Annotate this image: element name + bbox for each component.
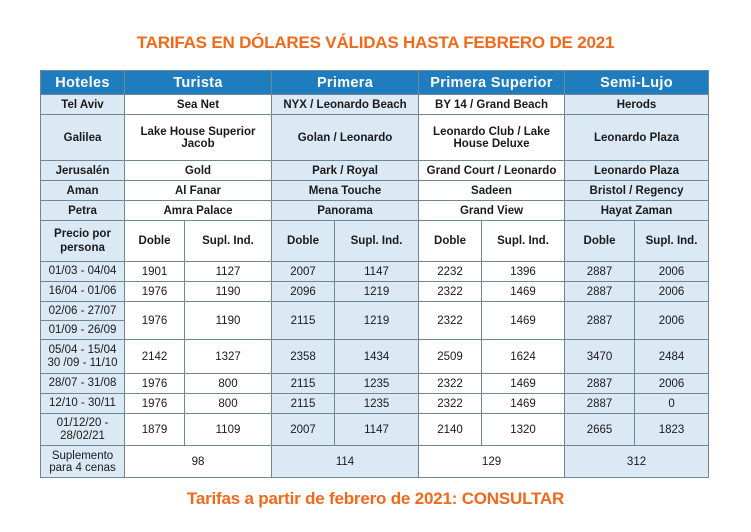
date-range-line: 01/12/20 - [56, 416, 109, 429]
price-cell: 2006 [635, 302, 709, 340]
supplement-value: 312 [565, 446, 709, 478]
date-range [41, 414, 125, 446]
hotel-cell: Bristol / Regency [565, 181, 709, 201]
supplement-value: 129 [419, 446, 565, 478]
footer-note: Tarifas a partir de febrero de 2021: CONSULTAR [186, 489, 565, 508]
price-cell: 800 [185, 394, 272, 414]
price-cell: 2007 [272, 414, 335, 446]
hotel-cell: Leonardo Club / Lake House Deluxe [419, 115, 565, 161]
price-cell: 2115 [272, 394, 335, 414]
header-turista: Turista [125, 71, 272, 95]
supplement-value: 98 [125, 446, 272, 478]
price-cell: 1327 [185, 340, 272, 374]
hotel-row-tel-aviv [41, 95, 709, 115]
hotel-cell: Park / Royal [272, 161, 419, 181]
price-cell: 2006 [635, 374, 709, 394]
price-cell: 1396 [482, 262, 565, 282]
supl-header: Supl. Ind. [185, 221, 272, 262]
price-cell: 1976 [125, 302, 185, 340]
header-primera: Primera [272, 71, 419, 95]
price-cell: 2006 [635, 282, 709, 302]
price-cell: 1469 [482, 394, 565, 414]
city-label: Tel Aviv [41, 95, 125, 115]
hotel-cell: Leonardo Plaza [565, 161, 709, 181]
date-range: 01/09 - 26/09 [41, 321, 125, 340]
header-row [41, 71, 709, 95]
price-cell: 2322 [419, 394, 482, 414]
price-row [41, 340, 709, 374]
price-cell: 2665 [565, 414, 635, 446]
price-cell: 1901 [125, 262, 185, 282]
price-row [41, 262, 709, 282]
price-cell: 1147 [335, 262, 419, 282]
price-cell: 1147 [335, 414, 419, 446]
price-cell: 1235 [335, 394, 419, 414]
price-cell: 2887 [565, 282, 635, 302]
price-header-row [41, 221, 709, 262]
doble-header: Doble [125, 221, 185, 262]
city-label: Aman [41, 181, 125, 201]
price-cell: 2322 [419, 302, 482, 340]
city-label: Galilea [41, 115, 125, 161]
price-cell: 1624 [482, 340, 565, 374]
hotel-cell: Al Fanar [125, 181, 272, 201]
supl-header: Supl. Ind. [635, 221, 709, 262]
hotel-cell: Grand View [419, 201, 565, 221]
doble-header: Doble [272, 221, 335, 262]
supplement-value: 114 [272, 446, 419, 478]
hotel-cell: BY 14 / Grand Beach [419, 95, 565, 115]
price-cell: 1976 [125, 282, 185, 302]
hotel-cell: Herods [565, 95, 709, 115]
price-cell: 2006 [635, 262, 709, 282]
hotel-cell: Sea Net [125, 95, 272, 115]
date-range: 12/10 - 30/11 [41, 394, 125, 414]
price-cell: 2115 [272, 374, 335, 394]
date-range-line: 28/02/21 [60, 429, 105, 442]
price-cell: 1320 [482, 414, 565, 446]
price-cell: 2322 [419, 374, 482, 394]
price-cell: 2509 [419, 340, 482, 374]
doble-header: Doble [565, 221, 635, 262]
price-cell: 2358 [272, 340, 335, 374]
hotel-cell: Sadeen [419, 181, 565, 201]
header-hoteles: Hoteles [41, 71, 125, 95]
page-title: TARIFAS EN DÓLARES VÁLIDAS HASTA FEBRERO DE 2021 [136, 33, 615, 52]
price-cell: 1823 [635, 414, 709, 446]
hotel-cell: Hayat Zaman [565, 201, 709, 221]
hotel-cell: NYX / Leonardo Beach [272, 95, 419, 115]
hotel-row-aman [41, 181, 709, 201]
price-cell: 2887 [565, 374, 635, 394]
price-cell: 1219 [335, 302, 419, 340]
price-row [41, 282, 709, 302]
supplement-label [41, 446, 125, 478]
price-cell: 1469 [482, 282, 565, 302]
hotel-row-galilea [41, 115, 709, 161]
price-cell: 2140 [419, 414, 482, 446]
header-semi-lujo: Semi-Lujo [565, 71, 709, 95]
price-cell: 1469 [482, 302, 565, 340]
hotel-cell: Gold [125, 161, 272, 181]
city-label: Petra [41, 201, 125, 221]
price-cell: 1190 [185, 282, 272, 302]
price-cell: 2142 [125, 340, 185, 374]
price-cell: 1109 [185, 414, 272, 446]
price-row [41, 414, 709, 446]
doble-header: Doble [419, 221, 482, 262]
price-cell: 0 [635, 394, 709, 414]
date-range-line: 05/04 - 15/04 [48, 343, 117, 356]
price-cell: 2115 [272, 302, 335, 340]
price-row [41, 394, 709, 414]
hotel-cell: Golan / Leonardo [272, 115, 419, 161]
price-cell: 1879 [125, 414, 185, 446]
supplement-label-line: Suplemento [51, 449, 114, 462]
price-cell: 2007 [272, 262, 335, 282]
date-range-line: 30 /09 - 11/10 [47, 356, 118, 369]
price-cell: 2484 [635, 340, 709, 374]
hotel-cell: Amra Palace [125, 201, 272, 221]
date-range: 01/03 - 04/04 [41, 262, 125, 282]
rates-table [40, 70, 709, 478]
price-cell: 1976 [125, 374, 185, 394]
supl-header: Supl. Ind. [335, 221, 419, 262]
date-range: 16/04 - 01/06 [41, 282, 125, 302]
price-row [41, 374, 709, 394]
price-cell: 1434 [335, 340, 419, 374]
price-cell: 1190 [185, 302, 272, 340]
price-cell: 1219 [335, 282, 419, 302]
price-cell: 2887 [565, 262, 635, 282]
price-cell: 2322 [419, 282, 482, 302]
price-cell: 2887 [565, 302, 635, 340]
supplement-label-line: para 4 cenas [49, 461, 116, 474]
hotel-cell: Lake House Superior Jacob [125, 115, 272, 161]
price-row [41, 302, 709, 321]
price-cell: 800 [185, 374, 272, 394]
price-label: Precio por persona [41, 221, 125, 262]
supl-header: Supl. Ind. [482, 221, 565, 262]
hotel-row-jerusalen [41, 161, 709, 181]
price-cell: 1235 [335, 374, 419, 394]
hotel-cell: Mena Touche [272, 181, 419, 201]
hotel-cell: Grand Court / Leonardo [419, 161, 565, 181]
price-cell: 3470 [565, 340, 635, 374]
date-range: 02/06 - 27/07 [41, 302, 125, 321]
price-cell: 2096 [272, 282, 335, 302]
price-cell: 1976 [125, 394, 185, 414]
price-cell: 2232 [419, 262, 482, 282]
hotel-cell: Leonardo Plaza [565, 115, 709, 161]
price-cell: 1127 [185, 262, 272, 282]
price-cell: 2887 [565, 394, 635, 414]
date-range: 28/07 - 31/08 [41, 374, 125, 394]
supplement-row [41, 446, 709, 478]
hotel-cell: Panorama [272, 201, 419, 221]
date-range [41, 340, 125, 374]
price-cell: 1469 [482, 374, 565, 394]
city-label: Jerusalén [41, 161, 125, 181]
header-primera-superior: Primera Superior [419, 71, 565, 95]
hotel-row-petra [41, 201, 709, 221]
